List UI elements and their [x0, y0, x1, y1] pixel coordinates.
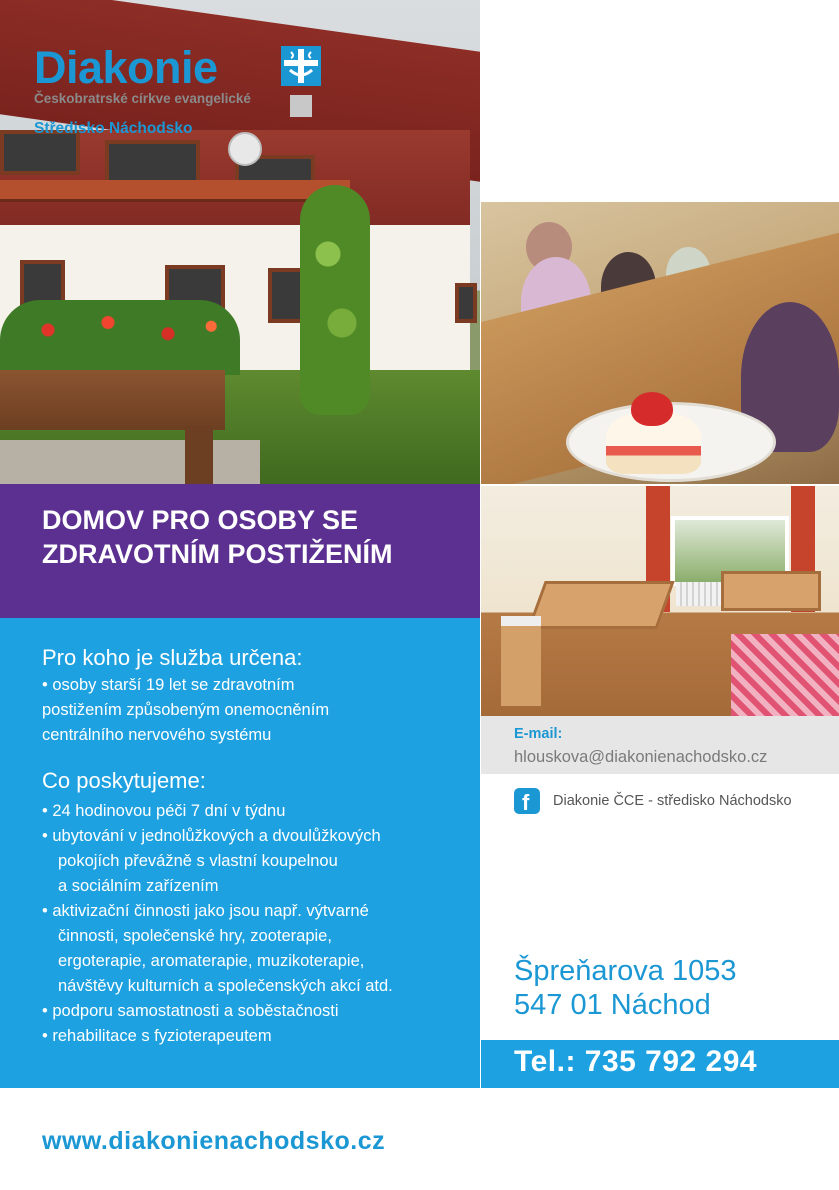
for-whom-list [42, 673, 329, 748]
brand-subtitle: Českobratrské církve evangelické [34, 91, 251, 106]
facebook-icon[interactable]: f [514, 788, 540, 814]
list-item: • ubytování v jednolůžkových a dvoulůžkových [42, 824, 393, 849]
logo-block [481, 0, 839, 202]
dining-photo [481, 202, 839, 484]
facebook-link[interactable]: Diakonie ČCE - středisko Náchodsko [553, 793, 792, 809]
email-link[interactable]: hlouskova@diakonienachodsko.cz [514, 748, 768, 766]
list-item: • osoby starší 19 let se zdravotním [42, 673, 329, 698]
website-link[interactable]: www.diakonienachodsko.cz [42, 1127, 386, 1155]
address-line-1: Špreňarova 1053 [514, 955, 737, 987]
for-whom-heading: Pro koho je služba určena: [42, 645, 303, 670]
list-item: postižením způsobeným onemocněním [42, 701, 330, 719]
brand-name: Diakonie [34, 42, 218, 93]
address-line-2: 547 01 Náchod [514, 989, 711, 1021]
phone-number[interactable]: Tel.: 735 792 294 [514, 1045, 758, 1078]
list-item: a sociálním zařízením [58, 877, 219, 895]
list-item: návštěvy kulturních a společenských akcí atd. [58, 977, 393, 995]
page-title: DOMOV PRO OSOBY SE ZDRAVOTNÍM POSTIŽENÍM [42, 505, 393, 569]
services-list [42, 799, 393, 1049]
services-heading: Co poskytujeme: [42, 768, 206, 793]
list-item: • 24 hodinovou péči 7 dní v týdnu [42, 799, 393, 824]
list-item: pokojích převážně s vlastní koupelnou [58, 852, 338, 870]
cross-chalice-icon [281, 46, 321, 86]
email-label: E-mail: [514, 726, 563, 742]
room-photo [481, 486, 839, 716]
list-item: centrálního nervového systému [42, 726, 272, 744]
center-name: Středisko Náchodsko [34, 120, 193, 137]
list-item: • aktivizační činnosti jako jsou např. výtvarné [42, 899, 393, 924]
list-item: ergoterapie, aromaterapie, muzikoterapie, [58, 952, 365, 970]
list-item: činnosti, společenské hry, zooterapie, [58, 927, 332, 945]
list-item: • rehabilitace s fyzioterapeutem [42, 1024, 393, 1049]
list-item: • podporu samostatnosti a soběstačnosti [42, 999, 393, 1024]
